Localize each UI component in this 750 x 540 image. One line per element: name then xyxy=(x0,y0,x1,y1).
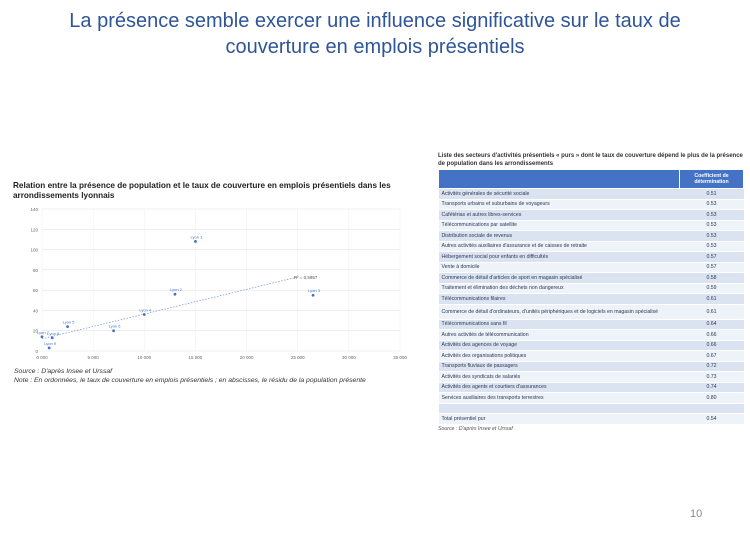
y-tick-label: 120 xyxy=(30,227,38,233)
coefficient-value: 0.61 xyxy=(680,294,744,305)
table-row xyxy=(439,231,744,242)
sectors-table xyxy=(438,169,744,425)
sector-label: Services auxiliaires des transports terrestres xyxy=(439,393,680,404)
slide-title: La présence semble exercer une influence significative sur le taux de couverture en emplois présentiels xyxy=(69,10,681,58)
data-point xyxy=(66,325,69,328)
sector-label: Activités générales de sécurité sociale xyxy=(439,189,680,200)
coefficient-value: 0.53 xyxy=(680,241,744,252)
table-header-label xyxy=(439,170,680,189)
data-point xyxy=(312,294,315,297)
chart-gridlines xyxy=(42,209,400,351)
data-point xyxy=(194,240,197,243)
x-tick-label: 30 000 xyxy=(341,355,356,360)
sector-label: Cafétérias et autres libres-services xyxy=(439,210,680,221)
sector-label xyxy=(439,403,680,414)
point-label: Lyon 3 xyxy=(308,288,320,294)
table-row xyxy=(439,403,744,414)
data-point xyxy=(174,293,177,296)
sector-label: Traitement et élimination des déchets non dangereux xyxy=(439,283,680,294)
coefficient-value: 0.72 xyxy=(680,361,744,372)
table-title: Liste des secteurs d'activités présentiels « purs » dont le taux de couverture dépend le plus de la présence de population dans les arrondissements xyxy=(438,153,743,167)
coefficient-value: 0.74 xyxy=(680,382,744,393)
coefficient-value: 0.66 xyxy=(680,340,744,351)
sector-label: Distribution sociale de revenus xyxy=(439,231,680,242)
sector-label: Télécommunications par satellite xyxy=(439,220,680,231)
x-tick-label: 25 000 xyxy=(290,355,305,360)
table-row xyxy=(439,414,744,425)
chart-points xyxy=(37,234,321,349)
sector-label: Télécommunications sans fil xyxy=(439,319,680,330)
x-tick-label: 10 000 xyxy=(137,355,152,360)
coefficient-value xyxy=(680,403,744,414)
x-tick-label: 15 000 xyxy=(188,355,203,360)
chart-source-line: Source : D'après Insee et Urssaf xyxy=(14,368,113,375)
y-tick-label: 40 xyxy=(32,308,38,314)
table-row xyxy=(439,199,744,210)
table-row xyxy=(439,273,744,284)
point-label: Lyon 1 xyxy=(190,234,203,240)
table-row xyxy=(439,283,744,294)
x-tick-label: 35 000 xyxy=(393,355,407,360)
point-label: Lyon 8 xyxy=(47,330,60,336)
y-tick-label: 0 xyxy=(35,349,38,354)
x-tick-label: 0 000 xyxy=(36,355,48,360)
coefficient-value: 0.57 xyxy=(680,252,744,263)
coefficient-value: 0.59 xyxy=(680,283,744,294)
sector-label: Activités des agences de voyage xyxy=(439,340,680,351)
coefficient-value: 0.64 xyxy=(680,319,744,330)
table-row xyxy=(439,361,744,372)
table-row xyxy=(439,351,744,362)
y-tick-label: 140 xyxy=(30,207,38,212)
sector-label: Commerce de détail d'ordinateurs, d'unités périphériques et de logiciels en magasin spécialisé xyxy=(439,304,680,319)
table-row xyxy=(439,262,744,273)
data-point xyxy=(41,335,44,338)
data-point xyxy=(112,329,115,332)
table-header-coefficient: Coefficient de détermination xyxy=(680,170,744,189)
table-row xyxy=(439,252,744,263)
sector-label: Total présentiel pur xyxy=(439,414,680,425)
sector-label: Vente à domicile xyxy=(439,262,680,273)
table-row xyxy=(439,241,744,252)
table-row xyxy=(439,372,744,383)
chart-axis-labels xyxy=(30,207,407,360)
coefficient-value: 0.53 xyxy=(680,199,744,210)
sector-label: Activités des syndicats de salariés xyxy=(439,372,680,383)
coefficient-value: 0.57 xyxy=(680,262,744,273)
sector-label: Télécommunications filaires xyxy=(439,294,680,305)
data-point xyxy=(143,313,146,316)
y-tick-label: 80 xyxy=(32,267,38,273)
sector-label: Commerce de détail d'articles de sport en magasin spécialisé xyxy=(439,273,680,284)
chart-note-line: Note : En ordonnées, le taux de couverture en emplois présentiels ; en abscisses, le résidu de la population présente xyxy=(14,376,366,384)
coefficient-value: 0.54 xyxy=(680,414,744,425)
table-row xyxy=(439,189,744,200)
scatter-chart xyxy=(20,203,415,365)
coefficient-value: 0.58 xyxy=(680,273,744,284)
point-label: Lyon 5 xyxy=(62,319,75,325)
chart-source xyxy=(14,368,394,385)
point-label: Lyon 4 xyxy=(139,307,152,313)
sector-label: Autres activités de télécommunication xyxy=(439,330,680,341)
point-label: Lyon 6 xyxy=(108,323,121,329)
coefficient-value: 0.67 xyxy=(680,351,744,362)
table-source: Source : D'après Insee et Urssaf xyxy=(438,426,513,432)
chart-trendline xyxy=(42,275,318,339)
table-row xyxy=(439,319,744,330)
sector-label: Transports fluviaux de passagers xyxy=(439,361,680,372)
table-row xyxy=(439,340,744,351)
sector-label: Activités des organisations politiques xyxy=(439,351,680,362)
table-row xyxy=(439,210,744,221)
y-tick-label: 100 xyxy=(30,247,38,253)
table-row xyxy=(439,382,744,393)
coefficient-value: 0.73 xyxy=(680,372,744,383)
coefficient-value: 0.53 xyxy=(680,210,744,221)
point-label: Lyon 2 xyxy=(170,287,182,293)
data-point xyxy=(48,347,51,350)
point-label: Lyon 7 xyxy=(37,329,49,335)
coefficient-value: 0.53 xyxy=(680,231,744,242)
table-row xyxy=(439,393,744,404)
chart-title: Relation entre la présence de population et le taux de couverture en emplois présentiels dans les arrondissements lyonnais xyxy=(13,181,391,200)
table-row xyxy=(439,304,744,319)
coefficient-value: 0.53 xyxy=(680,220,744,231)
x-tick-label: 20 000 xyxy=(239,355,254,360)
table-row xyxy=(439,330,744,341)
table-row xyxy=(439,294,744,305)
sector-label: Hébergement social pour enfants en difficultés xyxy=(439,252,680,263)
point-label: Lyon 9 xyxy=(44,340,57,346)
data-point xyxy=(51,336,54,339)
y-tick-label: 60 xyxy=(32,288,38,294)
coefficient-value: 0.61 xyxy=(680,304,744,319)
page-number: 10 xyxy=(690,508,703,520)
trendline-label: R² = 0,5957 xyxy=(293,274,318,280)
y-tick-label: 20 xyxy=(32,328,38,334)
coefficient-value: 0.66 xyxy=(680,330,744,341)
sector-label: Activités des agents et courtiers d'assurances xyxy=(439,382,680,393)
coefficient-value: 0.80 xyxy=(680,393,744,404)
x-tick-label: 5 000 xyxy=(87,355,99,360)
coefficient-value: 0.51 xyxy=(680,189,744,200)
sector-label: Autres activités auxiliaires d'assurance et de caisses de retraite xyxy=(439,241,680,252)
sector-label: Transports urbains et suburbains de voyageurs xyxy=(439,199,680,210)
table-row xyxy=(439,220,744,231)
